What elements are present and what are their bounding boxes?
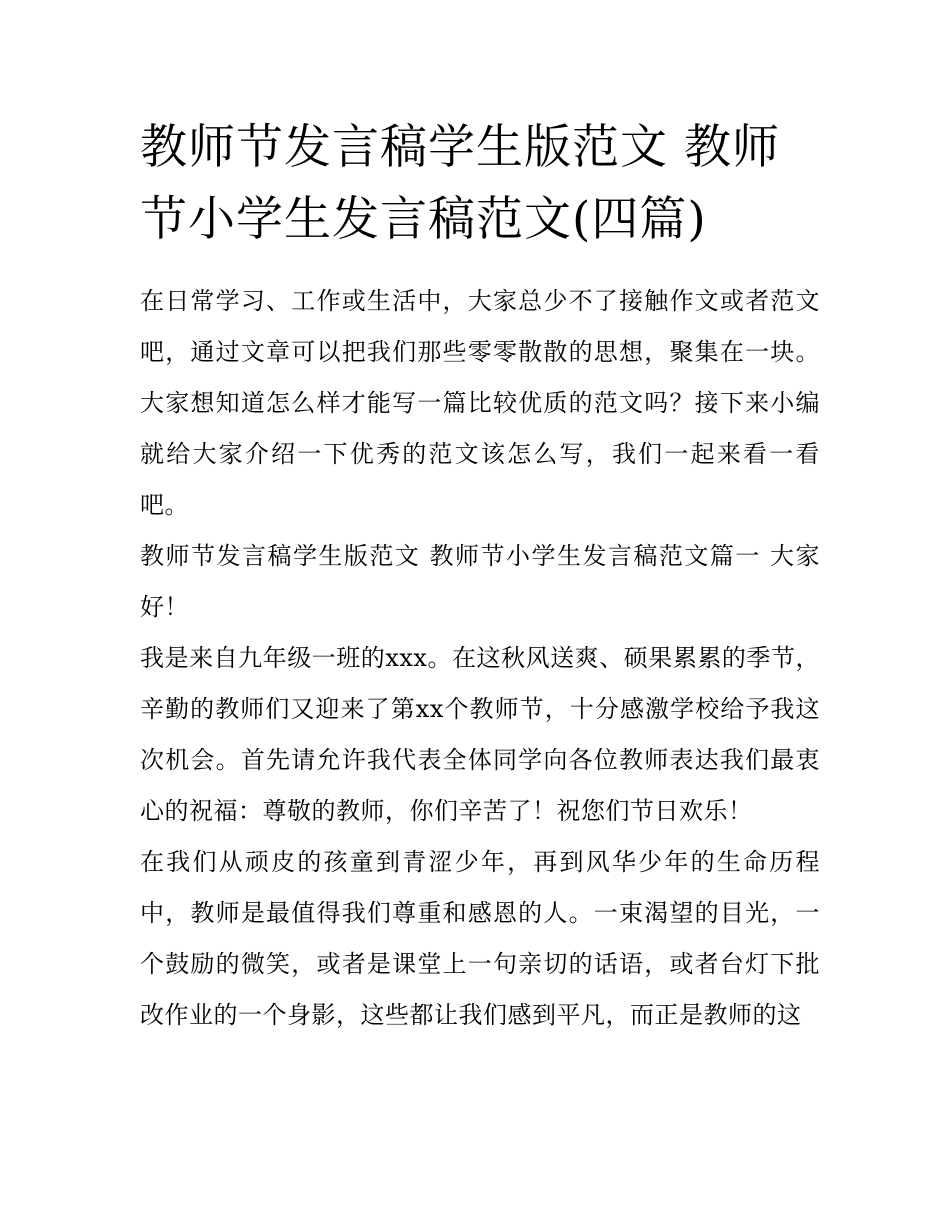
paragraph-self-introduction: 我是来自九年级一班的xxx。在这秋风送爽、硕果累累的季节，辛勤的教师们又迎来了第xx个教师节，十分感激学校给予我这次机会。首先请允许我代表全体同学向各位教师表达我们最衷心的祝福：尊敬的教师，你们辛苦了！祝您们节日欢乐！ bbox=[140, 644, 820, 825]
document-body bbox=[140, 276, 820, 1041]
paragraph-gratitude: 在我们从顽皮的孩童到青涩少年，再到风华少年的生命历程中，教师是最值得我们尊重和感恩的人。一束渴望的目光，一个鼓励的微笑，或者是课堂上一句亲切的话语，或者台灯下批改作业的一个身影，这些都让我们感到平凡，而正是教师的这 bbox=[140, 848, 820, 1029]
document-title: 教师节发言稿学生版范文 教师节小学生发言稿范文(四篇) bbox=[140, 120, 780, 247]
paragraph-heading-greeting: 教师节发言稿学生版范文 教师节小学生发言稿范文篇一 大家好！ bbox=[140, 542, 820, 621]
paragraph-intro: 在日常学习、工作或生活中，大家总少不了接触作文或者范文吧，通过文章可以把我们那些零零散散的思想，聚集在一块。大家想知道怎么样才能写一篇比较优质的范文吗？接下来小编就给大家介绍一下优秀的范文该怎么写，我们一起来看一看吧。 bbox=[140, 287, 820, 519]
